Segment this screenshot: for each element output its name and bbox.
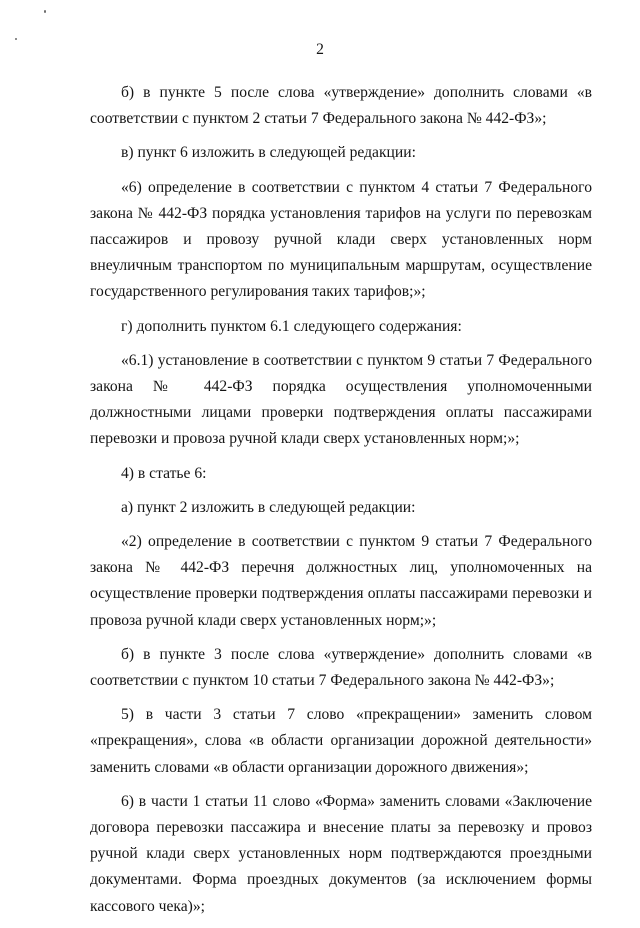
paragraph-4: г) дополнить пунктом 6.1 следующего содержания: (121, 317, 462, 335)
paragraph-1: б) в пункте 5 после слова «утверждение» дополнить словами «в соответствии с пунктом 2 статьи 7 Федерального закона № 442-ФЗ»; (90, 84, 592, 128)
paragraph-11: 6) в части 1 статьи 11 слово «Форма» заменить словами «Заключение договора перевозки пассажира и внесение платы за перевозку и провоз ручной клади сверх установленных норм подтверждаются проездными документами. Форма проездных документов (за исключением формы кассового чека)»; (90, 792, 592, 915)
document-body (90, 80, 592, 928)
paragraph-3: «6) определение в соответствии с пунктом 4 статьи 7 Федерального закона № 442-ФЗ порядка установления тарифов на услуги по перевозкам пассажиров и провозу ручной клади сверх установленных норм внеуличным транспортом по муниципальным маршрутам, осуществление государственного регулирования таких тарифов;»; (90, 178, 592, 301)
paragraph-9: б) в пункте 3 после слова «утверждение» дополнить словами «в соответствии с пунктом 10 статьи 7 Федерального закона № 442-ФЗ»; (90, 645, 592, 690)
paragraph-5: «6.1) установление в соответствии с пунктом 9 статьи 7 Федерального закона № 442-ФЗ порядка осуществления уполномоченными должностными лицами проверки подтверждения оплаты пассажирами перевозки и провоза ручной клади сверх установленных норм;»; (90, 351, 592, 448)
paragraph-6: 4) в статье 6: (121, 464, 207, 482)
page-number: 2 (316, 41, 324, 58)
scan-speck (44, 10, 46, 13)
paragraph-10: 5) в части 3 статьи 7 слово «прекращении» заменить словом «прекращения», слова «в области организации дорожной деятельности» заменить словами «в области организации дорожного движения»; (90, 706, 592, 776)
paragraph-8: «2) определение в соответствии с пунктом 9 статьи 7 Федерального закона № 442-ФЗ перечня должностных лиц, уполномоченных на осуществление проверки подтверждения оплаты пассажирами перевозки и провоза ручной клади сверх установленных норм;»; (90, 533, 592, 629)
paragraph-2: в) пункт 6 изложить в следующей редакции: (121, 144, 416, 162)
paragraph-7: а) пункт 2 изложить в следующей редакции: (121, 498, 416, 516)
